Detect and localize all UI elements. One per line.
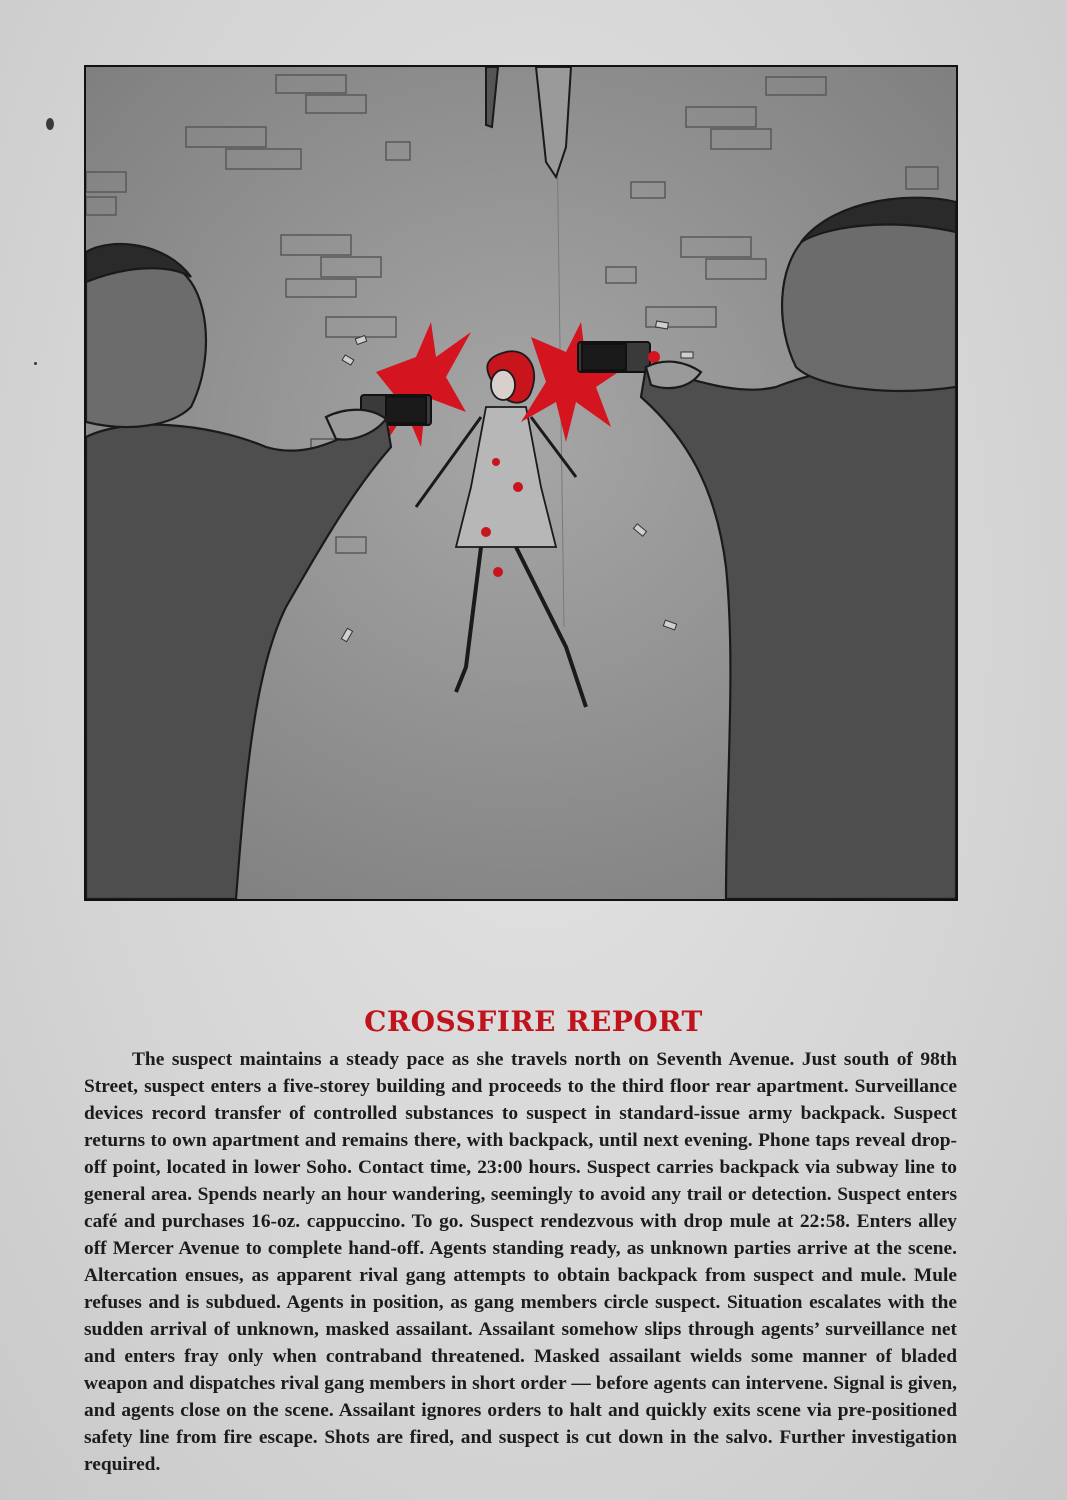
report-body: The suspect maintains a steady pace as she travels north on Seventh Avenue. Just south of 98th Street, suspect enters a five-storey building and proceeds to the third floor rear apartment. Surveillance devices record transfer of controlled substances to suspect in standard-issue army backpack. Suspect returns to own apartment and remains there, with backpack, until next evening. Phone taps reveal drop-off point, located in lower Soho. Contact time, 23:00 hours. Suspect carries backpack via subway line to general area. Spends nearly an hour wandering, seemingly to avoid any trail or detection. Suspect enters café and purchases 16-oz. cappuccino. To go. Suspect rendezvous with drop mule at 22:58. Enters alley off Mercer Avenue to complete hand-off. Agents standing ready, as unknown parties arrive at the scene. Altercation ensues, as apparent rival gang attempts to obtain backpack from suspect and mule. Mule refuses and is subdued. Agents in position, as gang members circle suspect. Situation escalates with the sudden arrival of unknown, masked assailant. Assailant somehow slips through agents’ surveillance net and enters fray only when contraband threatened. Masked assailant wields some manner of bladed weapon and dispatches rival gang members in short order — before agents can intervene. Signal is given, and agents close on the scene. Assailant ignores orders to halt and quickly exits scene via pre-positioned safety line from fire escape. Shots are fired, and suspect is cut down in the salvo. Further investigation required. xyxy=(84,1049,957,1475)
ink-smudge xyxy=(46,118,54,130)
comic-illustration-panel xyxy=(84,65,958,901)
ink-speck xyxy=(34,362,37,365)
report-title: CROSSFIRE REPORT xyxy=(364,1005,703,1038)
crossfire-illustration xyxy=(86,67,956,899)
